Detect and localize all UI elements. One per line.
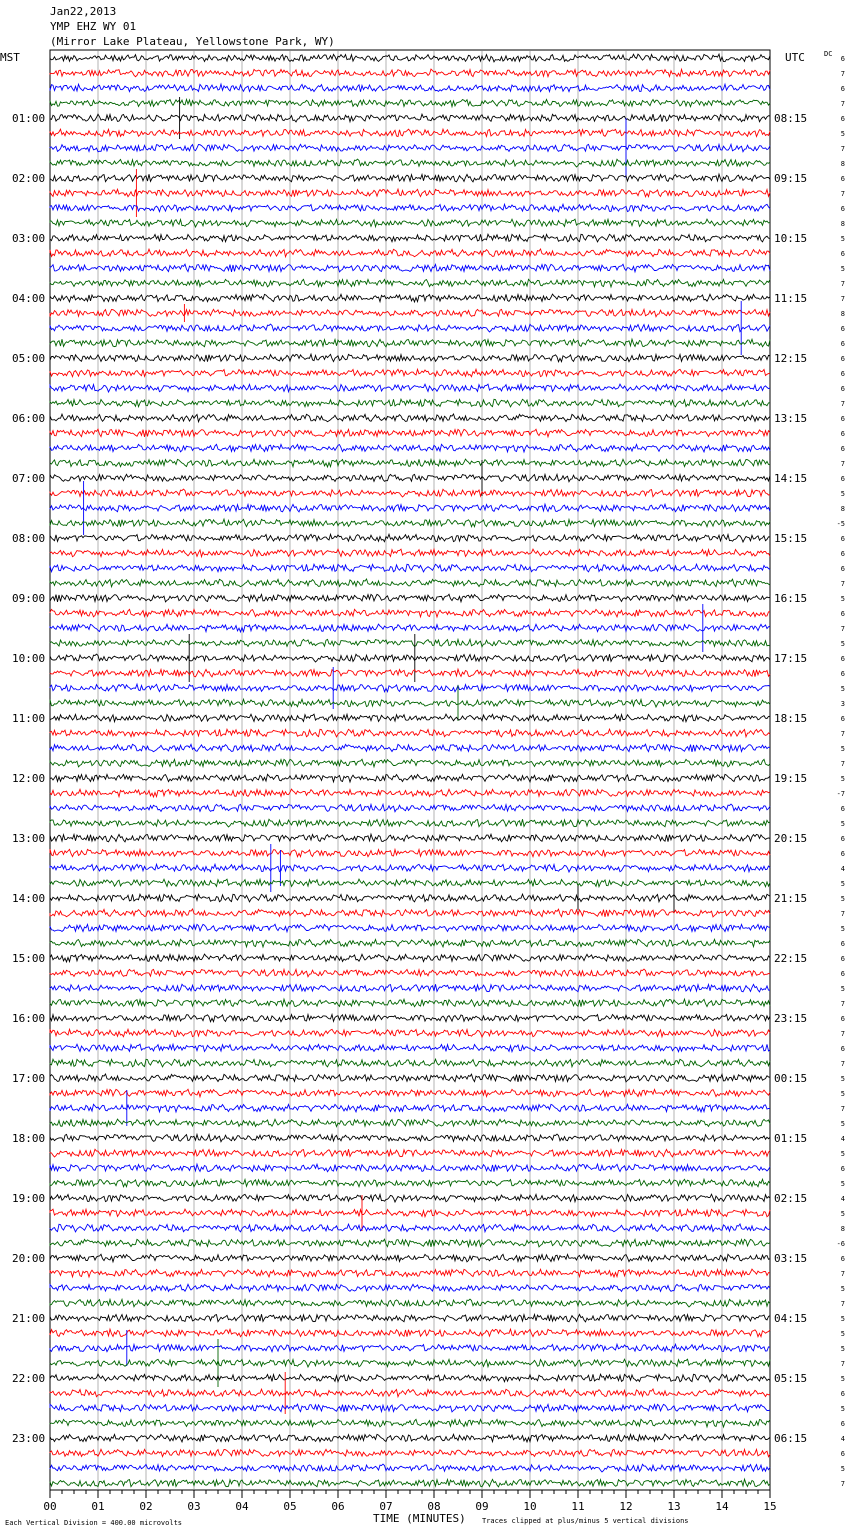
utc-hour-label: 23:15 [774, 1012, 808, 1025]
trace-line [50, 789, 770, 797]
utc-hour-label: 09:15 [774, 172, 808, 185]
x-tick-label: 14 [715, 1500, 729, 1513]
dc-offset-value: 7 [840, 1300, 845, 1308]
trace-line [50, 1464, 770, 1472]
dc-offset-value: 5 [840, 640, 845, 648]
dc-offset-value: 5 [840, 1210, 845, 1218]
trace-line [50, 294, 770, 302]
utc-hour-label: 20:15 [774, 832, 808, 845]
trace-line [50, 354, 770, 362]
dc-offset-value: 5 [840, 595, 845, 603]
x-tick-label: 00 [43, 1500, 57, 1513]
mst-hour-label: 02:00 [12, 172, 46, 185]
dc-offset-value: 6 [840, 340, 845, 348]
trace-line [50, 1149, 770, 1157]
trace-line [50, 279, 770, 287]
dc-offset-value: 7 [840, 1060, 845, 1068]
x-tick-label: 10 [523, 1500, 537, 1513]
mst-hour-label: 23:00 [12, 1432, 46, 1445]
dc-offset-value: 7 [840, 1360, 845, 1368]
trace-line [50, 954, 770, 962]
utc-hour-labels [774, 112, 807, 1445]
dc-offset-value: 5 [840, 1375, 845, 1383]
trace-line [50, 1449, 770, 1456]
dc-offset-value: 5 [840, 1465, 845, 1473]
x-tick-label: 13 [667, 1500, 681, 1513]
trace-line [50, 1224, 770, 1232]
dc-offset-value: -7 [836, 790, 845, 798]
dc-offset-value: 5 [840, 775, 845, 783]
trace-line [50, 399, 770, 407]
utc-hour-label: 12:15 [774, 352, 808, 365]
dc-offset-value: 4 [840, 1135, 845, 1143]
trace-line [50, 819, 770, 827]
trace-line [50, 1015, 770, 1022]
x-tick-label: 06 [331, 1500, 345, 1513]
trace-line [50, 1119, 770, 1127]
dc-offset-value: 7 [840, 280, 845, 288]
trace-line [50, 118, 770, 178]
dc-offset-value: 5 [840, 235, 845, 243]
dc-offset-value: 6 [840, 1045, 845, 1053]
dc-offset-value: 5 [840, 1090, 845, 1098]
dc-offset-value: 7 [840, 625, 845, 633]
dc-header-label: DC [824, 50, 833, 58]
trace-line [50, 369, 770, 376]
dc-offset-value: 5 [840, 895, 845, 903]
dc-offset-value: 6 [840, 670, 845, 678]
dc-offset-value: 6 [840, 610, 845, 618]
dc-offset-value: 8 [840, 505, 845, 513]
trace-line [50, 1479, 770, 1487]
trace-line [50, 639, 770, 646]
x-axis [43, 1490, 776, 1513]
dc-offset-value: 6 [840, 835, 845, 843]
dc-offset-value: 6 [840, 550, 845, 558]
dc-offset-value: 8 [840, 220, 845, 228]
dc-offset-value: 7 [840, 760, 845, 768]
trace-line [50, 1434, 770, 1442]
dc-offset-value: 6 [840, 85, 845, 93]
trace-line [50, 939, 770, 947]
utc-hour-label: 21:15 [774, 892, 808, 905]
trace-line [50, 444, 770, 452]
mst-hour-label: 19:00 [12, 1192, 46, 1205]
utc-hour-label: 13:15 [774, 412, 808, 425]
trace-line [50, 1029, 770, 1037]
scale-note: Each Vertical Division = 400.00 microvolts [5, 1519, 183, 1527]
dc-offset-value: 5 [840, 685, 845, 693]
utc-hour-label: 06:15 [774, 1432, 808, 1445]
trace-line [50, 1404, 770, 1412]
right-timezone-label: UTC [785, 51, 805, 64]
dc-offset-value: 7 [840, 145, 845, 153]
dc-offset-value: 6 [840, 955, 845, 963]
dc-offset-value: 8 [840, 310, 845, 318]
trace-line [50, 204, 770, 211]
dc-offset-value: 6 [840, 370, 845, 378]
dc-offset-value: 8 [840, 160, 845, 168]
trace-line [50, 99, 770, 106]
x-axis-title: TIME (MINUTES) [373, 1512, 466, 1525]
mst-hour-label: 07:00 [12, 472, 46, 485]
dc-offset-value: 6 [840, 1390, 845, 1398]
mst-hour-label: 21:00 [12, 1312, 46, 1325]
mst-hour-label: 01:00 [12, 112, 46, 125]
trace-line [50, 549, 770, 557]
trace-line [50, 594, 770, 602]
trace-line [50, 1089, 770, 1097]
dc-offset-value: 5 [840, 490, 845, 498]
mst-hour-label: 14:00 [12, 892, 46, 905]
dc-offset-value: 4 [840, 1195, 845, 1203]
dc-offset-value: 7 [840, 460, 845, 468]
trace-line [50, 879, 770, 887]
trace-line [50, 169, 770, 217]
x-tick-label: 07 [379, 1500, 393, 1513]
dc-offset-value: 6 [840, 250, 845, 258]
dc-offset-value: 6 [840, 655, 845, 663]
dc-offset-value: 7 [840, 1030, 845, 1038]
dc-offset-value: 4 [840, 1435, 845, 1443]
trace-line [50, 883, 770, 913]
dc-offset-value: 6 [840, 1255, 845, 1263]
trace-line [50, 759, 770, 767]
trace-line [50, 804, 770, 812]
dc-offset-value: 6 [840, 805, 845, 813]
trace-line [50, 84, 770, 92]
dc-offset-value: 5 [840, 265, 845, 273]
trace-line [50, 1134, 770, 1142]
trace-line [50, 669, 770, 677]
dc-offset-value: 7 [840, 400, 845, 408]
dc-offset-value: 3 [840, 700, 845, 708]
trace-line [50, 849, 770, 857]
dc-offset-value: 7 [840, 580, 845, 588]
dc-offset-value: 7 [840, 1270, 845, 1278]
utc-hour-label: 14:15 [774, 472, 808, 485]
trace-line [50, 429, 770, 437]
utc-hour-label: 19:15 [774, 772, 808, 785]
dc-offset-value: 7 [840, 100, 845, 108]
trace-line [50, 1284, 770, 1291]
trace-line [50, 924, 770, 932]
trace-line [50, 564, 770, 572]
x-tick-label: 15 [763, 1500, 777, 1513]
x-tick-label: 04 [235, 1500, 249, 1513]
trace-line [50, 1269, 770, 1277]
trace-line [50, 1419, 770, 1427]
trace-line [50, 579, 770, 587]
dc-offset-value: 6 [840, 535, 845, 543]
trace-line [50, 519, 770, 527]
dc-offset-column [837, 55, 845, 1488]
x-tick-label: 02 [139, 1500, 153, 1513]
trace-line [50, 1044, 770, 1052]
trace-line [50, 774, 770, 782]
trace-line [50, 1254, 770, 1262]
dc-offset-value: 5 [840, 130, 845, 138]
utc-hour-label: 04:15 [774, 1312, 808, 1325]
dc-offset-value: 6 [840, 175, 845, 183]
trace-line [50, 1059, 770, 1067]
utc-hour-label: 15:15 [774, 532, 808, 545]
dc-offset-value: 7 [840, 295, 845, 303]
x-tick-label: 08 [427, 1500, 441, 1513]
trace-line [50, 1090, 770, 1126]
dc-offset-value: 8 [840, 1225, 845, 1233]
x-tick-label: 11 [571, 1500, 585, 1513]
trace-line [50, 729, 770, 737]
x-tick-label: 09 [475, 1500, 489, 1513]
trace-group [50, 54, 770, 1487]
utc-hour-label: 00:15 [774, 1072, 808, 1085]
trace-line [50, 159, 770, 167]
dc-offset-value: 6 [840, 415, 845, 423]
dc-offset-value: 6 [840, 565, 845, 573]
trace-line [50, 301, 770, 355]
dc-offset-value: 6 [840, 715, 845, 723]
station-code: YMP EHZ WY 01 [50, 20, 137, 33]
dc-offset-value: 6 [840, 940, 845, 948]
utc-hour-label: 03:15 [774, 1252, 808, 1265]
mst-hour-label: 06:00 [12, 412, 46, 425]
mst-hour-labels [12, 112, 45, 1445]
dc-offset-value: 5 [840, 1285, 845, 1293]
station-location: (Mirror Lake Plateau, Yellowstone Park, WY) [50, 35, 335, 48]
dc-offset-value: 5 [840, 1315, 845, 1323]
dc-offset-value: 5 [840, 1150, 845, 1158]
trace-line [50, 714, 770, 722]
trace-line [50, 1374, 770, 1382]
trace-line [50, 69, 770, 77]
clip-note: Traces clipped at plus/minus 5 vertical divisions [482, 1517, 689, 1525]
trace-line [50, 489, 770, 497]
dc-offset-value: -6 [836, 1240, 845, 1248]
trace-line [50, 1239, 770, 1247]
mst-hour-label: 17:00 [12, 1072, 46, 1085]
dc-offset-value: 6 [840, 115, 845, 123]
mst-hour-label: 13:00 [12, 832, 46, 845]
x-tick-label: 03 [187, 1500, 201, 1513]
trace-line [50, 744, 770, 752]
dc-offset-value: 5 [840, 1330, 845, 1338]
dc-offset-value: 6 [840, 445, 845, 453]
mst-hour-label: 05:00 [12, 352, 46, 365]
dc-offset-value: 7 [840, 730, 845, 738]
x-tick-label: 05 [283, 1500, 297, 1513]
trace-line [50, 1179, 770, 1186]
dc-offset-value: 5 [840, 1405, 845, 1413]
trace-line [50, 534, 770, 542]
utc-hour-label: 02:15 [774, 1192, 808, 1205]
dc-offset-value: 6 [840, 850, 845, 858]
utc-hour-label: 17:15 [774, 652, 808, 665]
trace-line [50, 1164, 770, 1172]
dc-offset-value: 7 [840, 910, 845, 918]
dc-offset-value: 5 [840, 745, 845, 753]
dc-offset-value: 6 [840, 55, 845, 63]
mst-hour-label: 11:00 [12, 712, 46, 725]
left-timezone-label: MST [0, 51, 20, 64]
dc-offset-value: 7 [840, 70, 845, 78]
trace-line [50, 264, 770, 272]
trace-line [50, 219, 770, 227]
mst-hour-label: 22:00 [12, 1372, 46, 1385]
mst-hour-label: 03:00 [12, 232, 46, 245]
mst-hour-label: 04:00 [12, 292, 46, 305]
dc-offset-value: 7 [840, 1105, 845, 1113]
trace-line [50, 54, 770, 62]
mst-hour-label: 12:00 [12, 772, 46, 785]
mst-hour-label: 10:00 [12, 652, 46, 665]
trace-line [50, 234, 770, 242]
mst-hour-label: 18:00 [12, 1132, 46, 1145]
dc-offset-value: 5 [840, 985, 845, 993]
dc-offset-value: 6 [840, 355, 845, 363]
utc-hour-label: 05:15 [774, 1372, 808, 1385]
utc-hour-label: 01:15 [774, 1132, 808, 1145]
dc-offset-value: 5 [840, 820, 845, 828]
dc-offset-value: 6 [840, 385, 845, 393]
trace-line [50, 481, 770, 535]
utc-hour-label: 08:15 [774, 112, 808, 125]
dc-offset-value: 5 [840, 880, 845, 888]
trace-line [50, 609, 770, 617]
trace-line [50, 414, 770, 422]
utc-hour-label: 16:15 [774, 592, 808, 605]
trace-line [50, 909, 770, 917]
mst-hour-label: 08:00 [12, 532, 46, 545]
trace-line [50, 984, 770, 992]
trace-line [50, 1329, 770, 1337]
trace-line [50, 384, 770, 392]
dc-offset-value: 6 [840, 1420, 845, 1428]
trace-line [50, 1299, 770, 1307]
mst-hour-label: 09:00 [12, 592, 46, 605]
utc-hour-label: 22:15 [774, 952, 808, 965]
x-tick-label: 01 [91, 1500, 105, 1513]
mst-hour-label: 20:00 [12, 1252, 46, 1265]
utc-hour-label: 10:15 [774, 232, 808, 245]
mst-hour-label: 15:00 [12, 952, 46, 965]
dc-offset-value: 5 [840, 1345, 845, 1353]
dc-offset-value: 5 [840, 1120, 845, 1128]
dc-offset-value: 5 [840, 1075, 845, 1083]
dc-offset-value: -5 [836, 520, 845, 528]
trace-line [50, 999, 770, 1007]
dc-offset-value: 4 [840, 865, 845, 873]
dc-offset-value: 7 [840, 190, 845, 198]
dc-offset-value: 6 [840, 1450, 845, 1458]
dc-offset-value: 7 [840, 1480, 845, 1488]
trace-line [50, 129, 770, 136]
trace-line [50, 174, 770, 182]
dc-offset-value: 6 [840, 325, 845, 333]
dc-offset-value: 6 [840, 205, 845, 213]
trace-line [50, 1194, 770, 1202]
dc-offset-value: 6 [840, 1015, 845, 1023]
dc-offset-value: 5 [840, 1180, 845, 1188]
mst-hour-label: 16:00 [12, 1012, 46, 1025]
dc-offset-value: 6 [840, 475, 845, 483]
trace-line [50, 339, 770, 347]
dc-offset-value: 6 [840, 1165, 845, 1173]
trace-line [50, 834, 770, 842]
dc-offset-value: 5 [840, 925, 845, 933]
dc-offset-value: 7 [840, 1000, 845, 1008]
dc-offset-value: 6 [840, 430, 845, 438]
utc-hour-label: 18:15 [774, 712, 808, 725]
dc-offset-value: 6 [840, 970, 845, 978]
trace-line [50, 459, 770, 467]
x-tick-label: 12 [619, 1500, 633, 1513]
plot-date: Jan22,2013 [50, 5, 117, 18]
trace-line [50, 1074, 770, 1082]
trace-line [50, 249, 770, 257]
trace-line [50, 969, 770, 977]
trace-line [50, 304, 770, 322]
utc-hour-label: 11:15 [774, 292, 808, 305]
trace-line [50, 1314, 770, 1322]
